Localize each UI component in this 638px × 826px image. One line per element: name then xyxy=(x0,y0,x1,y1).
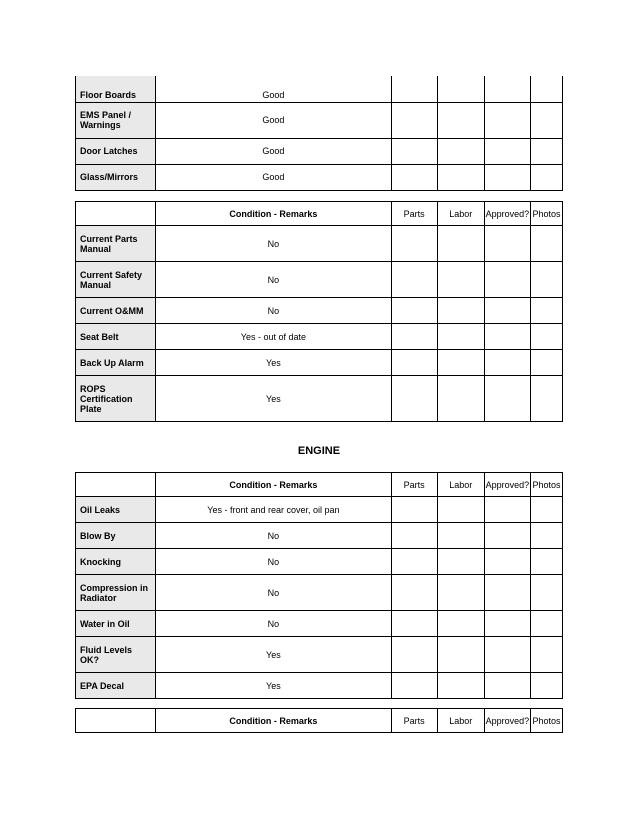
approved-cell xyxy=(484,102,530,138)
table-row xyxy=(76,298,563,324)
labor-cell xyxy=(437,164,484,190)
approved-cell xyxy=(484,575,530,611)
labor-cell xyxy=(437,138,484,164)
condition-value: Good xyxy=(156,76,391,102)
approved-cell xyxy=(484,549,530,575)
condition-value: No xyxy=(156,611,391,637)
photos-cell xyxy=(530,497,562,523)
photos-cell xyxy=(530,673,562,699)
item-label: Current O&MM xyxy=(76,298,156,324)
item-label: Floor Boards xyxy=(76,76,156,102)
item-label: Oil Leaks xyxy=(76,497,156,523)
inspection-table-documents xyxy=(75,201,563,422)
labor-cell xyxy=(437,611,484,637)
table-header-row xyxy=(76,709,563,733)
header-labor: Labor xyxy=(437,709,484,733)
table-row xyxy=(76,76,563,102)
header-condition: Condition - Remarks xyxy=(156,709,391,733)
parts-cell xyxy=(391,138,437,164)
approved-cell xyxy=(484,523,530,549)
approved-cell xyxy=(484,324,530,350)
item-label: Current Safety Manual xyxy=(76,262,156,298)
header-condition: Condition - Remarks xyxy=(156,202,391,226)
photos-cell xyxy=(530,637,562,673)
section-title: ENGINE xyxy=(297,445,341,457)
item-label: Knocking xyxy=(76,549,156,575)
condition-value: No xyxy=(156,298,391,324)
photos-cell xyxy=(530,164,562,190)
header-labor: Labor xyxy=(437,473,484,497)
table-row xyxy=(76,611,563,637)
parts-cell xyxy=(391,226,437,262)
header-blank-cell xyxy=(76,202,156,226)
parts-cell xyxy=(391,76,437,102)
inspection-table-next xyxy=(75,708,563,733)
table-row xyxy=(76,549,563,575)
approved-cell xyxy=(484,226,530,262)
item-label: Fluid Levels OK? xyxy=(76,637,156,673)
labor-cell xyxy=(437,637,484,673)
parts-cell xyxy=(391,549,437,575)
condition-value: Good xyxy=(156,138,391,164)
parts-cell xyxy=(391,376,437,422)
approved-cell xyxy=(484,350,530,376)
header-blank-cell xyxy=(76,473,156,497)
item-label: ROPS Certification Plate xyxy=(76,376,156,422)
header-photos: Photos xyxy=(530,709,562,733)
photos-cell xyxy=(530,102,562,138)
condition-value: Good xyxy=(156,102,391,138)
parts-cell xyxy=(391,262,437,298)
labor-cell xyxy=(437,350,484,376)
parts-cell xyxy=(391,523,437,549)
photos-cell xyxy=(530,76,562,102)
header-blank-cell xyxy=(76,709,156,733)
approved-cell xyxy=(484,673,530,699)
condition-value: No xyxy=(156,575,391,611)
header-parts: Parts xyxy=(391,473,437,497)
photos-cell xyxy=(530,523,562,549)
approved-cell xyxy=(484,138,530,164)
parts-cell xyxy=(391,637,437,673)
condition-value: No xyxy=(156,262,391,298)
photos-cell xyxy=(530,575,562,611)
labor-cell xyxy=(437,673,484,699)
condition-value: Yes xyxy=(156,350,391,376)
labor-cell xyxy=(437,497,484,523)
table-row xyxy=(76,262,563,298)
item-label: Water in Oil xyxy=(76,611,156,637)
photos-cell xyxy=(530,138,562,164)
photos-cell xyxy=(530,549,562,575)
parts-cell xyxy=(391,324,437,350)
header-approved: Approved? xyxy=(484,473,530,497)
parts-cell xyxy=(391,673,437,699)
condition-value: No xyxy=(156,226,391,262)
item-label: Door Latches xyxy=(76,138,156,164)
table-row xyxy=(76,673,563,699)
photos-cell xyxy=(530,324,562,350)
labor-cell xyxy=(437,76,484,102)
inspection-table-engine xyxy=(75,472,563,699)
photos-cell xyxy=(530,226,562,262)
header-parts: Parts xyxy=(391,709,437,733)
table-row xyxy=(76,350,563,376)
condition-value: Yes xyxy=(156,376,391,422)
inspection-table-cab xyxy=(75,76,563,191)
photos-cell xyxy=(530,262,562,298)
photos-cell xyxy=(530,376,562,422)
table-row xyxy=(76,497,563,523)
labor-cell xyxy=(437,376,484,422)
item-label: Glass/Mirrors xyxy=(76,164,156,190)
table-header-row xyxy=(76,473,563,497)
item-label: Compression in Radiator xyxy=(76,575,156,611)
labor-cell xyxy=(437,575,484,611)
table-row xyxy=(76,102,563,138)
labor-cell xyxy=(437,523,484,549)
table-row xyxy=(76,138,563,164)
item-label: EPA Decal xyxy=(76,673,156,699)
header-photos: Photos xyxy=(530,202,562,226)
parts-cell xyxy=(391,611,437,637)
photos-cell xyxy=(530,298,562,324)
labor-cell xyxy=(437,298,484,324)
condition-value: No xyxy=(156,523,391,549)
header-labor: Labor xyxy=(437,202,484,226)
condition-value: Yes xyxy=(156,673,391,699)
condition-value: Good xyxy=(156,164,391,190)
item-label: Blow By xyxy=(76,523,156,549)
condition-value: No xyxy=(156,549,391,575)
table-row xyxy=(76,575,563,611)
item-label: Seat Belt xyxy=(76,324,156,350)
table-row xyxy=(76,523,563,549)
approved-cell xyxy=(484,76,530,102)
approved-cell xyxy=(484,611,530,637)
table-row xyxy=(76,164,563,190)
item-label: Current Parts Manual xyxy=(76,226,156,262)
table-row xyxy=(76,637,563,673)
table-row xyxy=(76,226,563,262)
table-row xyxy=(76,324,563,350)
approved-cell xyxy=(484,298,530,324)
header-approved: Approved? xyxy=(484,202,530,226)
parts-cell xyxy=(391,575,437,611)
header-photos: Photos xyxy=(530,473,562,497)
header-condition: Condition - Remarks xyxy=(156,473,391,497)
parts-cell xyxy=(391,164,437,190)
labor-cell xyxy=(437,262,484,298)
approved-cell xyxy=(484,164,530,190)
labor-cell xyxy=(437,549,484,575)
header-parts: Parts xyxy=(391,202,437,226)
parts-cell xyxy=(391,350,437,376)
item-label: EMS Panel / Warnings xyxy=(76,102,156,138)
photos-cell xyxy=(530,350,562,376)
header-approved: Approved? xyxy=(484,709,530,733)
condition-value: Yes - out of date xyxy=(156,324,391,350)
parts-cell xyxy=(391,298,437,324)
photos-cell xyxy=(530,611,562,637)
table-row xyxy=(76,376,563,422)
parts-cell xyxy=(391,497,437,523)
approved-cell xyxy=(484,376,530,422)
labor-cell xyxy=(437,102,484,138)
labor-cell xyxy=(437,324,484,350)
approved-cell xyxy=(484,497,530,523)
labor-cell xyxy=(437,226,484,262)
approved-cell xyxy=(484,262,530,298)
approved-cell xyxy=(484,637,530,673)
item-label: Back Up Alarm xyxy=(76,350,156,376)
condition-value: Yes xyxy=(156,637,391,673)
table-header-row xyxy=(76,202,563,226)
condition-value: Yes - front and rear cover, oil pan xyxy=(156,497,391,523)
parts-cell xyxy=(391,102,437,138)
